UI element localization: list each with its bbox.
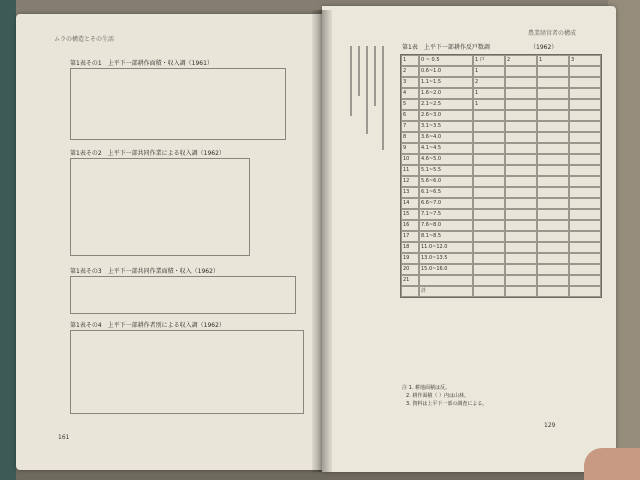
- table-cell: [537, 77, 569, 88]
- table-cell: [537, 253, 569, 264]
- table-cell: [569, 220, 601, 231]
- table-cell: [505, 165, 537, 176]
- table-cell: [569, 242, 601, 253]
- table-cell: 8.1~8.5: [419, 231, 473, 242]
- table-cell: [537, 286, 569, 297]
- table-cell: [505, 154, 537, 165]
- table-cell: 0.6~1.0: [419, 66, 473, 77]
- table-cell: [569, 231, 601, 242]
- table-cell: [505, 99, 537, 110]
- book-gutter: [312, 10, 332, 472]
- table-cell: 1: [473, 66, 505, 77]
- table-cell: [473, 264, 505, 275]
- table-cell: [569, 110, 601, 121]
- table-cell: 13.0~13.5: [419, 253, 473, 264]
- right-table-title: 第1表 上平下一部耕作反戸数調: [402, 44, 490, 51]
- table-cell: 0 ~ 0.5: [419, 55, 473, 66]
- table-cell: 20: [401, 264, 419, 275]
- table-cell: 5.6~6.0: [419, 176, 473, 187]
- table-cell: [505, 187, 537, 198]
- table-cell: 15: [401, 209, 419, 220]
- table-cell: [473, 275, 505, 286]
- left-table-4-title: 第1表その4 上平下一部耕作者別による収入調（1962）: [70, 322, 225, 329]
- table-cell: [505, 242, 537, 253]
- table-cell: [569, 99, 601, 110]
- table-cell: 2.1~2.5: [419, 99, 473, 110]
- book-cover-edge: [0, 0, 16, 480]
- table-cell: 6.6~7.0: [419, 198, 473, 209]
- table-cell: 2: [473, 77, 505, 88]
- table-cell: 3.6~4.0: [419, 132, 473, 143]
- table-cell: [537, 275, 569, 286]
- table-cell: 4.1~4.5: [419, 143, 473, 154]
- left-table-1: [70, 68, 286, 140]
- table-cell: 1: [537, 55, 569, 66]
- table-cell: [505, 286, 537, 297]
- right-table: [400, 54, 602, 298]
- table-cell: 11: [401, 165, 419, 176]
- table-cell: 4.6~5.0: [419, 154, 473, 165]
- table-cell: [473, 132, 505, 143]
- left-running-head: ムラの構造とその生活: [54, 36, 115, 43]
- table-cell: 15.0~16.0: [419, 264, 473, 275]
- table-cell: [473, 110, 505, 121]
- table-cell: [569, 143, 601, 154]
- table-cell: [569, 209, 601, 220]
- table-cell: [569, 132, 601, 143]
- table-cell: [569, 187, 601, 198]
- table-cell: [537, 220, 569, 231]
- left-table-3: [70, 276, 296, 314]
- note-2: 2. 耕作面積（ ）内は山林。: [406, 393, 469, 399]
- table-cell: 16: [401, 220, 419, 231]
- left-page: [16, 14, 322, 470]
- table-cell: [505, 110, 537, 121]
- table-cell: [569, 286, 601, 297]
- table-cell: [537, 187, 569, 198]
- table-cell: [505, 121, 537, 132]
- table-cell: [473, 143, 505, 154]
- table-cell: [473, 220, 505, 231]
- table-cell: [537, 165, 569, 176]
- table-cell: 計: [419, 286, 473, 297]
- table-cell: [505, 264, 537, 275]
- table-cell: 1: [473, 88, 505, 99]
- table-cell: [537, 209, 569, 220]
- table-cell: [505, 176, 537, 187]
- table-cell: 2: [401, 66, 419, 77]
- table-cell: 12: [401, 176, 419, 187]
- table-cell: [505, 253, 537, 264]
- right-running-head: 農業経営者の構成: [528, 30, 577, 37]
- table-cell: [537, 121, 569, 132]
- table-cell: [537, 99, 569, 110]
- table-cell: [569, 165, 601, 176]
- table-cell: [473, 154, 505, 165]
- table-cell: [505, 77, 537, 88]
- table-cell: [473, 242, 505, 253]
- table-cell: [505, 132, 537, 143]
- table-cell: [537, 110, 569, 121]
- left-table-3-title: 第1表その3 上平下一部共同作業面積・収入（1962）: [70, 268, 219, 275]
- table-cell: 18: [401, 242, 419, 253]
- table-cell: 6.1~6.5: [419, 187, 473, 198]
- table-cell: [505, 220, 537, 231]
- table-cell: [569, 253, 601, 264]
- table-cell: [537, 264, 569, 275]
- left-table-2: [70, 158, 250, 256]
- table-cell: [569, 66, 601, 77]
- table-cell: [505, 275, 537, 286]
- table-cell: 4: [401, 88, 419, 99]
- table-cell: 19: [401, 253, 419, 264]
- table-cell: [505, 209, 537, 220]
- left-page-number: 161: [58, 434, 70, 441]
- table-cell: [537, 66, 569, 77]
- table-cell: 1: [401, 55, 419, 66]
- table-cell: [569, 198, 601, 209]
- table-cell: 14: [401, 198, 419, 209]
- left-table-4: [70, 330, 304, 414]
- table-cell: [569, 88, 601, 99]
- table-cell: 8: [401, 132, 419, 143]
- table-cell: 10: [401, 154, 419, 165]
- table-cell: [473, 198, 505, 209]
- table-cell: [569, 264, 601, 275]
- table-cell: [473, 121, 505, 132]
- table-cell: 3: [401, 77, 419, 88]
- table-cell: 3.1~3.5: [419, 121, 473, 132]
- right-page-number: 129: [544, 422, 556, 429]
- table-cell: 1.6~2.0: [419, 88, 473, 99]
- table-cell: 7: [401, 121, 419, 132]
- table-cell: [537, 198, 569, 209]
- table-cell: [505, 66, 537, 77]
- table-cell: [473, 231, 505, 242]
- table-cell: [473, 253, 505, 264]
- table-cell: [537, 132, 569, 143]
- table-cell: [473, 286, 505, 297]
- right-page: [322, 6, 616, 472]
- table-cell: 1 戸: [473, 55, 505, 66]
- table-cell: [569, 121, 601, 132]
- table-cell: [537, 88, 569, 99]
- table-cell: 11.0~12.0: [419, 242, 473, 253]
- table-cell: [473, 209, 505, 220]
- table-cell: [569, 275, 601, 286]
- table-cell: 5.1~5.5: [419, 165, 473, 176]
- table-cell: 7.6~8.0: [419, 220, 473, 231]
- table-cell: [505, 143, 537, 154]
- right-table-year: （1962）: [530, 44, 558, 51]
- note-1: 注 1. 耕地面積は反。: [402, 385, 450, 391]
- table-cell: [473, 187, 505, 198]
- table-cell: [569, 77, 601, 88]
- table-cell: 2.6~3.0: [419, 110, 473, 121]
- table-cell: 7.1~7.5: [419, 209, 473, 220]
- table-cell: 6: [401, 110, 419, 121]
- thumb: [584, 448, 640, 480]
- table-cell: [537, 242, 569, 253]
- table-cell: [473, 165, 505, 176]
- table-cell: 1.1~1.5: [419, 77, 473, 88]
- left-table-2-title: 第1表その2 上平下一部共同作業による収入調（1962）: [70, 150, 225, 157]
- table-cell: [537, 176, 569, 187]
- table-cell: [401, 286, 419, 297]
- table-cell: 9: [401, 143, 419, 154]
- table-cell: 5: [401, 99, 419, 110]
- table-cell: [569, 176, 601, 187]
- table-cell: 17: [401, 231, 419, 242]
- table-cell: [537, 231, 569, 242]
- table-cell: 21: [401, 275, 419, 286]
- table-cell: [505, 88, 537, 99]
- table-cell: [473, 176, 505, 187]
- table-cell: [419, 275, 473, 286]
- table-cell: 3: [569, 55, 601, 66]
- table-cell: [505, 198, 537, 209]
- note-3: 3. 資料は上平下一部の調査による。: [406, 401, 488, 407]
- table-cell: [569, 154, 601, 165]
- left-table-1-title: 第1表その1 上平下一部耕作面積・収入調（1961）: [70, 60, 213, 67]
- table-cell: 2: [505, 55, 537, 66]
- table-cell: [505, 231, 537, 242]
- table-cell: [537, 154, 569, 165]
- table-cell: [537, 143, 569, 154]
- table-cell: 13: [401, 187, 419, 198]
- table-cell: 1: [473, 99, 505, 110]
